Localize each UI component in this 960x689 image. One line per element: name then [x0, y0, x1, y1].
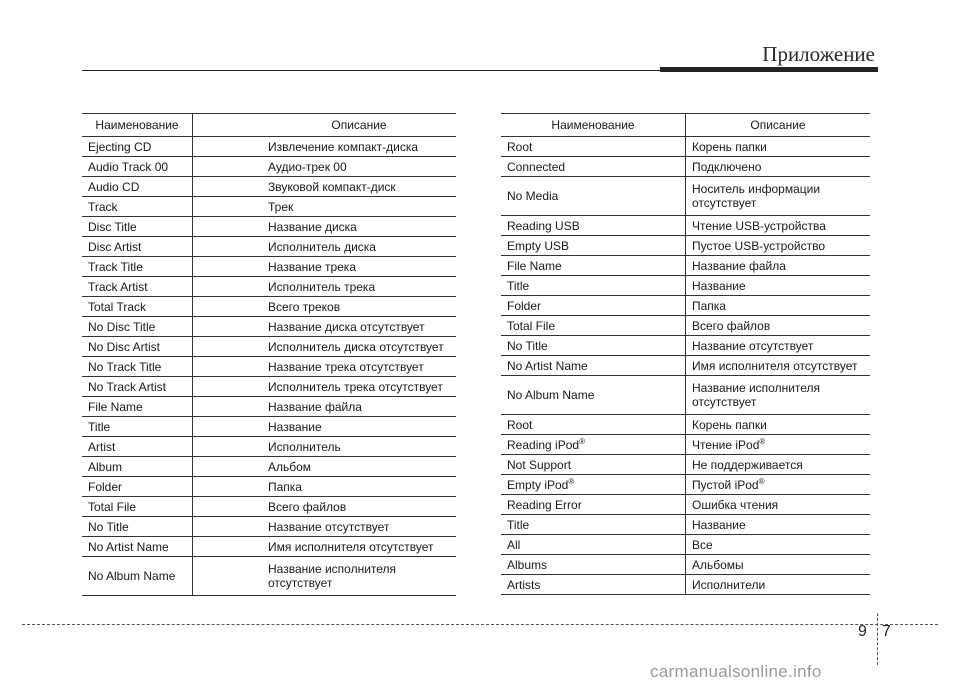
cell-description [193, 157, 457, 177]
table-header-row [82, 114, 456, 137]
description-text: Исполнитель трека [268, 279, 376, 294]
watermark-text: carmanualsonline.info [650, 662, 822, 681]
cell-name [82, 297, 193, 317]
table-row [82, 337, 456, 357]
name-text: Artists [507, 577, 541, 592]
cell-name [501, 435, 686, 455]
table-row [82, 197, 456, 217]
table-row [501, 415, 870, 435]
description-text: Название [692, 278, 746, 293]
description-text: Все [692, 537, 713, 552]
cell-name [501, 475, 686, 495]
name-text: Root [507, 139, 533, 154]
header-accent-bar [660, 67, 878, 72]
cell-name [82, 357, 193, 377]
description-text: Папка [692, 298, 726, 313]
footer-page-divider [877, 613, 878, 665]
table-row [501, 177, 870, 216]
footer-dashed-rule [22, 624, 938, 625]
cell-description [686, 276, 871, 296]
cell-name [82, 257, 193, 277]
cell-name [501, 316, 686, 336]
description-text: Исполнитель [268, 439, 341, 454]
messages-table-right [501, 113, 870, 595]
description-text: Имя исполнителя отсутствует [692, 358, 858, 373]
name-text: Disc Artist [88, 239, 142, 254]
name-text: Folder [507, 298, 542, 313]
description-text: Пустое USB-устройство [692, 238, 826, 253]
name-text: Audio CD [88, 179, 140, 194]
description-text: Исполнитель трека отсутствует [268, 379, 443, 394]
description-text: Звуковой компакт-диск [268, 179, 396, 194]
name-text: Disc Title [88, 219, 137, 234]
cell-name [501, 137, 686, 157]
name-text: Folder [88, 479, 123, 494]
cell-name [501, 455, 686, 475]
page-number-page: 7 [882, 623, 891, 640]
table-row [501, 495, 870, 515]
cell-name [82, 557, 193, 596]
cell-name [82, 517, 193, 537]
name-text: No Album Name [507, 388, 595, 402]
cell-name [82, 377, 193, 397]
cell-name [501, 356, 686, 376]
table-row [501, 535, 870, 555]
description-text: Не поддерживается [692, 457, 803, 472]
cell-name [82, 457, 193, 477]
cell-description [686, 515, 871, 535]
cell-name [501, 216, 686, 236]
description-text: Название трека [268, 259, 356, 274]
name-text: Reading Error [507, 497, 582, 512]
cell-name [501, 256, 686, 276]
cell-description [686, 376, 871, 415]
cell-name [501, 555, 686, 575]
table-row [82, 437, 456, 457]
table-row [82, 397, 456, 417]
description-text: Носитель информации отсутствует [692, 182, 821, 210]
cell-description [686, 157, 871, 177]
name-text: No Title [88, 519, 129, 534]
column-header-name: Наименование [82, 114, 193, 137]
cell-name [501, 415, 686, 435]
name-text: Connected [507, 159, 566, 174]
table-row [501, 575, 870, 595]
cell-name [82, 157, 193, 177]
description-text: Название файла [692, 258, 786, 273]
name-text: Title [88, 419, 111, 434]
table-row [82, 537, 456, 557]
cell-description [193, 317, 457, 337]
cell-description [686, 256, 871, 276]
column-header-description: Описание [193, 114, 457, 137]
name-text: No Track Title [88, 359, 162, 374]
name-text: No Track Artist [88, 379, 167, 394]
cell-description [193, 457, 457, 477]
name-text: Title [507, 517, 530, 532]
name-text: Total File [507, 318, 556, 333]
cell-description [193, 537, 457, 557]
cell-name [82, 277, 193, 297]
name-text: Album [88, 459, 123, 474]
description-text: Название файла [268, 399, 362, 414]
name-text: Ejecting CD [88, 139, 152, 154]
table-row [82, 257, 456, 277]
name-text: Artist [88, 439, 116, 454]
cell-description [193, 517, 457, 537]
name-text: Track Artist [88, 279, 148, 294]
name-text: Empty iPod [507, 477, 569, 492]
description-text: Всего файлов [268, 499, 347, 514]
table-row [501, 435, 870, 455]
name-text: Track Title [88, 259, 143, 274]
description-text: Исполнители [692, 577, 766, 592]
cell-name [501, 515, 686, 535]
table-row [501, 296, 870, 316]
name-text: Track [88, 199, 118, 214]
description-text: Чтение iPod [692, 437, 760, 452]
description-text: Название исполнителя отсутствует [692, 381, 821, 409]
cell-description [686, 435, 871, 455]
cell-name [82, 337, 193, 357]
header-rule [82, 70, 660, 71]
name-text: No Disc Title [88, 319, 156, 334]
table-row [501, 236, 870, 256]
cell-description [193, 197, 457, 217]
description-text: Трек [268, 199, 294, 214]
description-text: Альбомы [692, 557, 744, 572]
cell-name [501, 236, 686, 256]
registered-trademark-mark: ® [758, 476, 765, 486]
column-header-description: Описание [686, 114, 871, 137]
cell-description [686, 495, 871, 515]
description-text: Название диска [268, 219, 357, 234]
description-text: Всего треков [268, 299, 341, 314]
table-row [82, 137, 456, 157]
table-row [82, 457, 456, 477]
name-text: No Artist Name [88, 539, 169, 554]
cell-name [82, 317, 193, 337]
name-text: No Disc Artist [88, 339, 161, 354]
description-text: Аудио-трек 00 [268, 159, 347, 174]
cell-description [193, 417, 457, 437]
table-row [82, 417, 456, 437]
table-row [501, 256, 870, 276]
cell-name [501, 535, 686, 555]
table-row [82, 277, 456, 297]
table-row [501, 455, 870, 475]
table-row [82, 557, 456, 596]
cell-name [501, 495, 686, 515]
cell-description [686, 296, 871, 316]
table-row [501, 216, 870, 236]
description-text: Исполнитель диска отсутствует [268, 339, 444, 354]
description-text: Название отсутствует [268, 519, 390, 534]
registered-trademark-mark: ® [579, 436, 585, 446]
table-row [82, 477, 456, 497]
name-text: No Media [507, 189, 559, 203]
name-text: Title [507, 278, 530, 293]
cell-name [82, 177, 193, 197]
cell-description [686, 475, 871, 495]
cell-description [686, 535, 871, 555]
cell-description [686, 356, 871, 376]
cell-name [501, 575, 686, 595]
table-row [501, 376, 870, 415]
cell-description [193, 237, 457, 257]
description-text: Альбом [268, 459, 312, 474]
table-row [501, 137, 870, 157]
name-text: No Album Name [88, 569, 176, 583]
cell-name [82, 477, 193, 497]
name-text: Audio Track 00 [88, 159, 169, 174]
cell-description [193, 377, 457, 397]
cell-name [82, 417, 193, 437]
cell-description [193, 297, 457, 317]
cell-name [82, 497, 193, 517]
table-row [501, 515, 870, 535]
description-text: Название отсутствует [692, 338, 814, 353]
table-row [82, 377, 456, 397]
cell-name [501, 336, 686, 356]
name-text: File Name [507, 258, 562, 273]
cell-name [82, 397, 193, 417]
name-text: Albums [507, 557, 548, 572]
name-text: Reading iPod [507, 437, 580, 452]
name-text: Root [507, 417, 533, 432]
cell-description [193, 337, 457, 357]
table-row [82, 317, 456, 337]
name-text: Reading USB [507, 218, 580, 233]
cell-description [686, 137, 871, 157]
page-section-title: Приложение [762, 42, 875, 66]
description-text: Корень папки [692, 417, 767, 432]
name-text: All [507, 537, 521, 552]
table-row [501, 475, 870, 495]
name-text: Total Track [88, 299, 147, 314]
description-text: Название трека отсутствует [268, 359, 424, 374]
name-text: File Name [88, 399, 143, 414]
table-row [82, 357, 456, 377]
cell-description [193, 257, 457, 277]
cell-name [501, 157, 686, 177]
cell-description [193, 277, 457, 297]
description-text: Ошибка чтения [692, 497, 779, 512]
description-text: Название диска отсутствует [268, 319, 425, 334]
cell-description [686, 455, 871, 475]
table-row [82, 297, 456, 317]
cell-description [686, 177, 871, 216]
table-row [501, 316, 870, 336]
description-text: Название [268, 419, 322, 434]
table-row [82, 497, 456, 517]
cell-description [686, 216, 871, 236]
description-text: Корень папки [692, 139, 767, 154]
cell-description [193, 397, 457, 417]
cell-name [82, 197, 193, 217]
cell-name [82, 217, 193, 237]
description-text: Папка [268, 479, 302, 494]
cell-description [193, 137, 457, 157]
table-row [501, 276, 870, 296]
name-text: Total File [88, 499, 137, 514]
description-text: Пустой iPod [692, 477, 759, 492]
cell-name [82, 137, 193, 157]
cell-description [686, 575, 871, 595]
cell-description [686, 555, 871, 575]
table-row [82, 157, 456, 177]
cell-name [501, 296, 686, 316]
cell-description [193, 557, 457, 596]
name-text: No Artist Name [507, 358, 588, 373]
description-text: Всего файлов [692, 318, 771, 333]
table-row [82, 237, 456, 257]
table-row [82, 217, 456, 237]
table-row [501, 336, 870, 356]
table-row [82, 517, 456, 537]
cell-name [82, 537, 193, 557]
description-text: Название исполнителя отсутствует [268, 562, 397, 590]
description-text: Чтение USB-устройства [692, 218, 826, 233]
registered-trademark-mark: ® [759, 436, 766, 446]
cell-description [193, 497, 457, 517]
description-text: Имя исполнителя отсутствует [268, 539, 434, 554]
name-text: No Title [507, 338, 548, 353]
cell-description [686, 236, 871, 256]
cell-name [82, 237, 193, 257]
cell-name [501, 276, 686, 296]
cell-description [193, 437, 457, 457]
cell-description [193, 477, 457, 497]
messages-table-left [82, 113, 456, 596]
cell-description [193, 177, 457, 197]
table-row [501, 157, 870, 177]
table-row [82, 177, 456, 197]
table-row [501, 356, 870, 376]
description-text: Исполнитель диска [268, 239, 376, 254]
cell-description [686, 316, 871, 336]
cell-description [193, 217, 457, 237]
description-text: Извлечение компакт-диска [268, 139, 419, 154]
table-row [501, 555, 870, 575]
column-header-name: Наименование [501, 114, 686, 137]
cell-description [686, 336, 871, 356]
registered-trademark-mark: ® [568, 476, 575, 486]
cell-name [501, 177, 686, 216]
cell-description [686, 415, 871, 435]
page-number-chapter: 9 [858, 623, 867, 640]
description-text: Подключено [692, 159, 762, 174]
cell-description [193, 357, 457, 377]
cell-name [501, 376, 686, 415]
table-header-row [501, 114, 870, 137]
cell-name [82, 437, 193, 457]
name-text: Empty USB [507, 238, 570, 253]
description-text: Название [692, 517, 746, 532]
name-text: Not Support [507, 457, 572, 472]
